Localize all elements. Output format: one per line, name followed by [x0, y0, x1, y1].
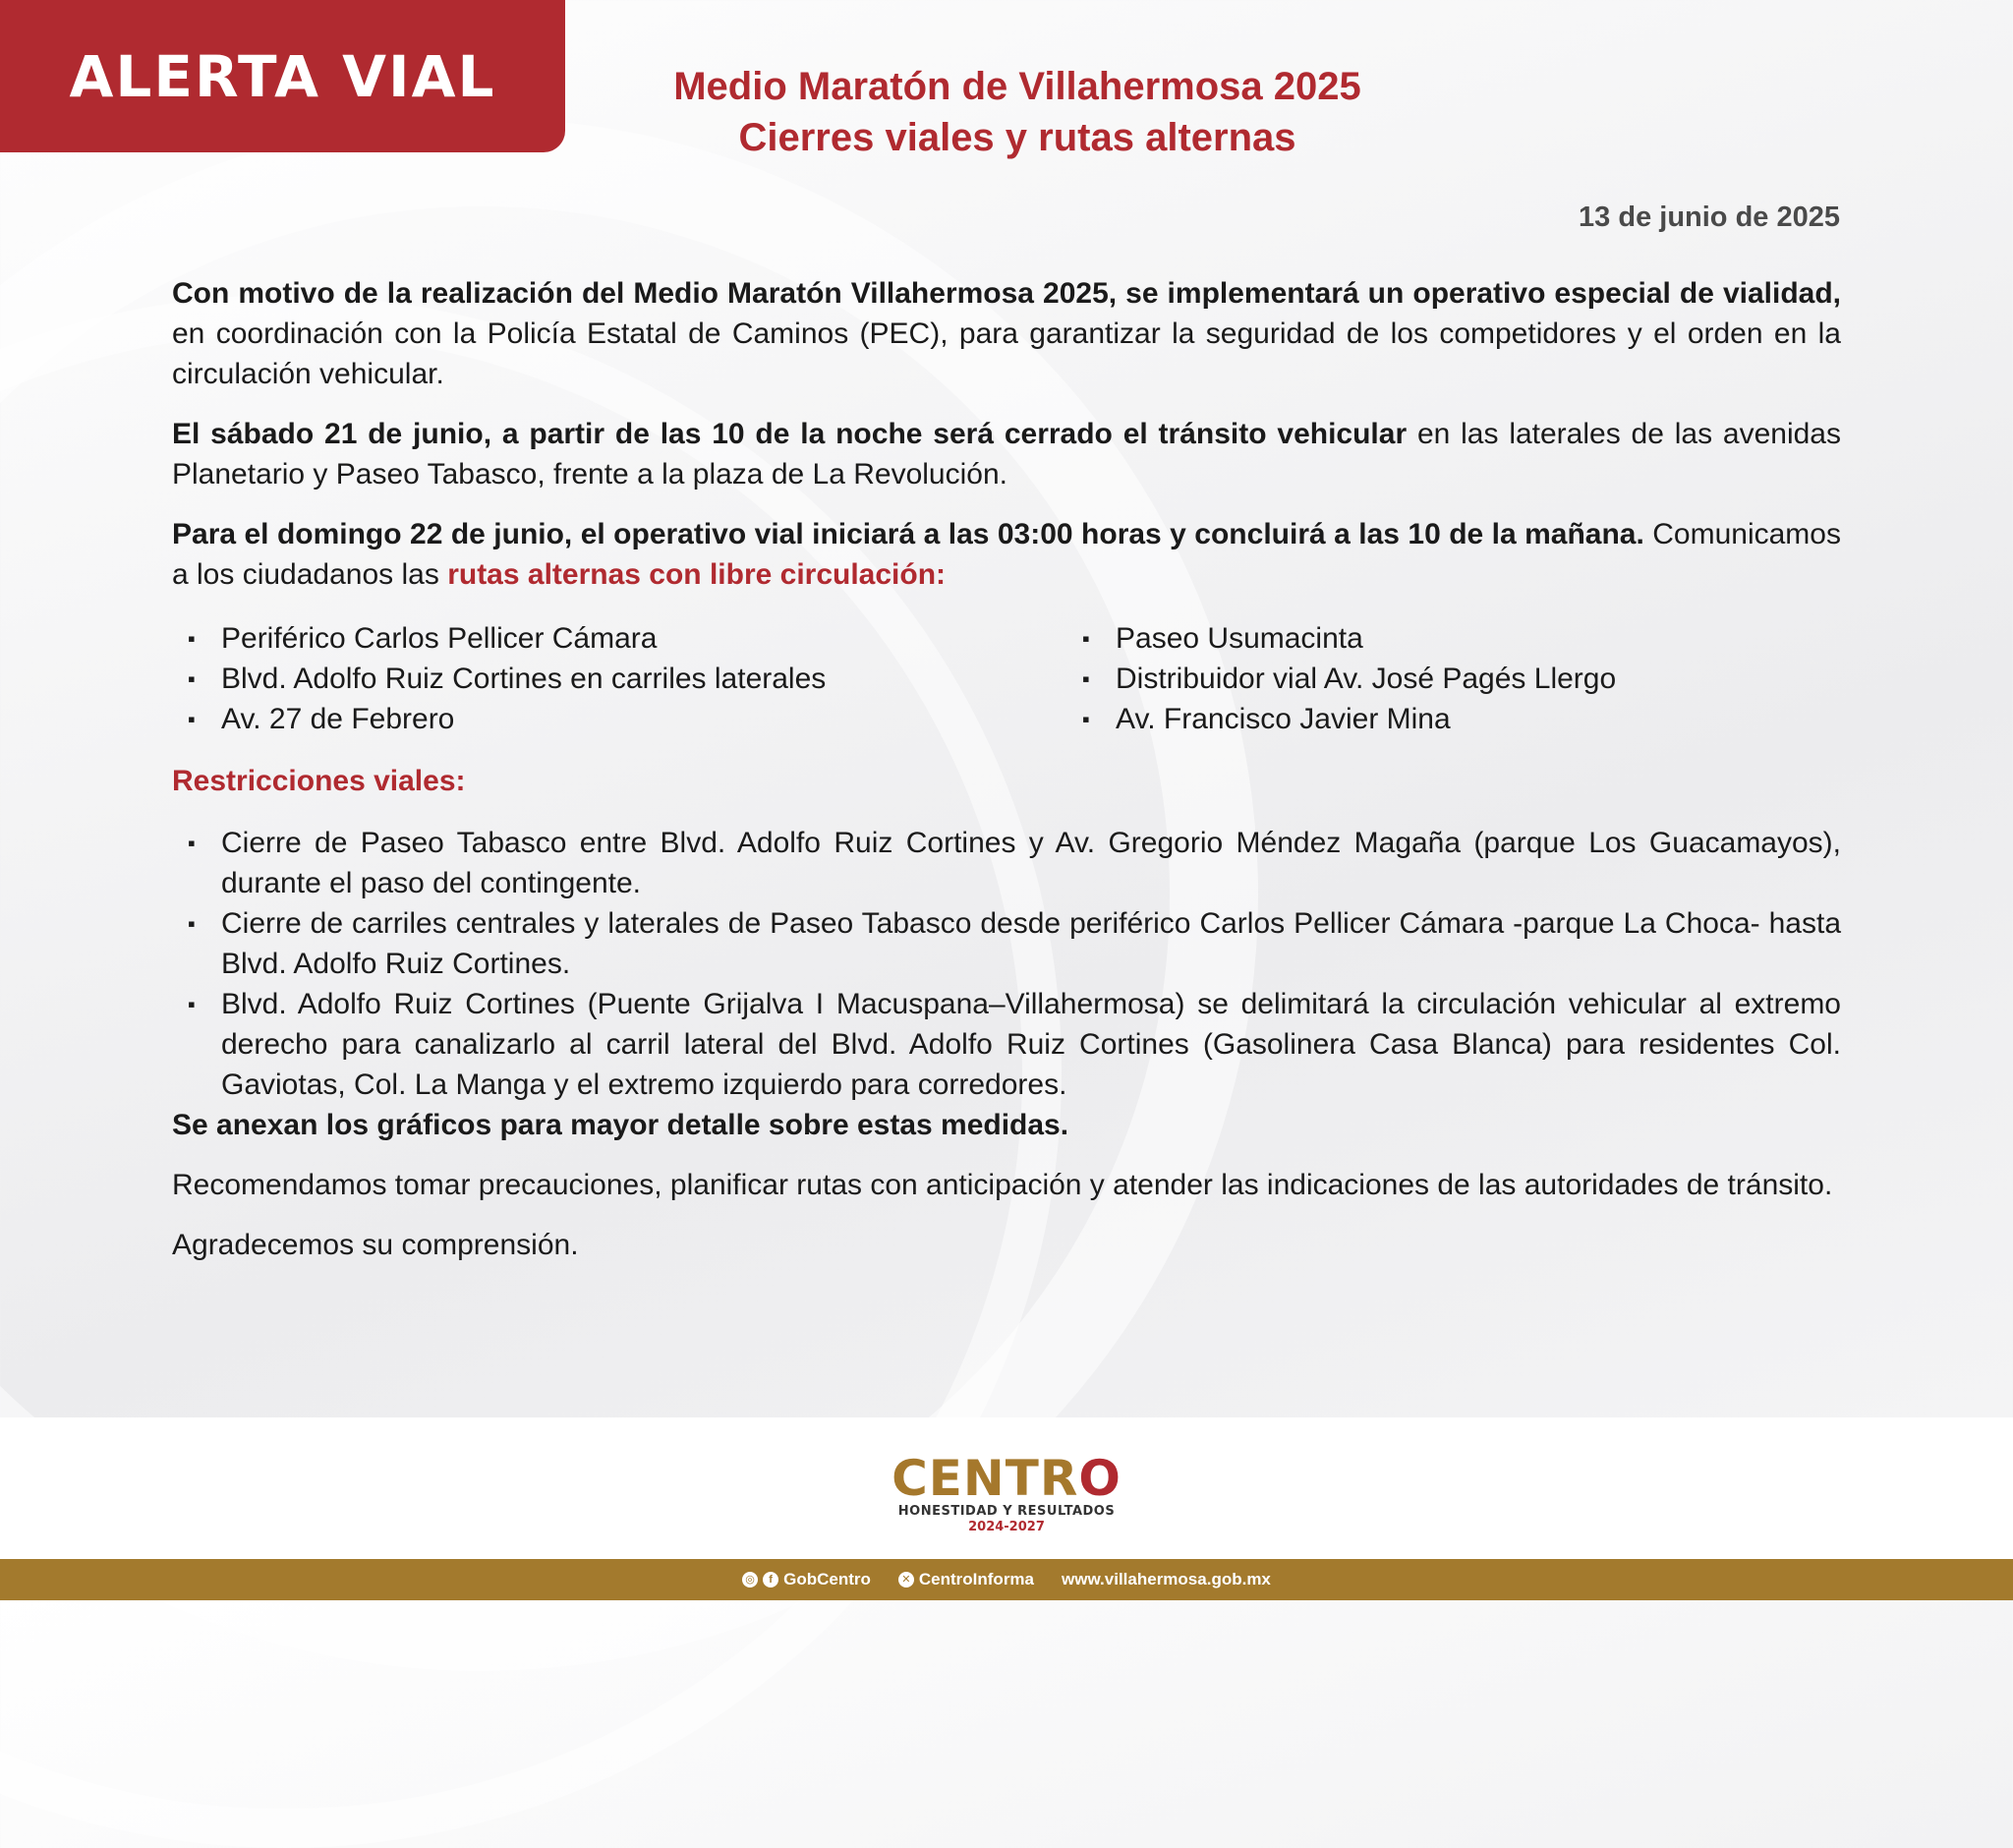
list-item: ▪ Blvd. Adolfo Ruiz Cortines en carriles laterales [172, 659, 1066, 699]
list-item: ▪ Av. 27 de Febrero [172, 699, 1066, 739]
routes-right-column [1066, 618, 1833, 739]
thanks-paragraph: Agradecemos su comprensión. [172, 1229, 579, 1261]
x-icon: ✕ [898, 1572, 914, 1588]
restrictions-heading: Restricciones viales: [172, 765, 466, 797]
list-item: ▪ Periférico Carlos Pellicer Cámara [172, 618, 1066, 659]
facebook-icon: f [763, 1572, 778, 1588]
alternate-routes-list [172, 618, 1841, 739]
logo-name-part1: CENTR [891, 1450, 1079, 1507]
intro-bold-text: Con motivo de la realización del Medio Maratón Villahermosa 2025, se implementará un operativo especial de vialidad, [172, 277, 1841, 310]
website-label: www.villahermosa.gob.mx [1062, 1570, 1271, 1588]
logo-years: 2024-2027 [968, 1520, 1045, 1534]
logo-tagline: HONESTIDAD Y RESULTADOS [897, 1504, 1116, 1519]
list-item: ▪ Paseo Usumacinta [1066, 618, 1833, 659]
list-item: ▪ Av. Francisco Javier Mina [1066, 699, 1833, 739]
restrictions-list [172, 823, 1841, 1105]
routes-left-column [172, 618, 1066, 739]
logo-wordmark [0, 1450, 2013, 1507]
social-centroinforma[interactable] [898, 1570, 1034, 1589]
recommendation-paragraph: Recomendamos tomar precauciones, planificar rutas con anticipación y atender las indicaciones de las autoridades de tránsito. [172, 1169, 1833, 1201]
instagram-icon: ◎ [742, 1572, 758, 1588]
list-item: ▪ Cierre de Paseo Tabasco entre Blvd. Adolfo Ruiz Cortines y Av. Gregorio Méndez Magaña (parque Los Guacamayos), durante el paso del contingente. [172, 823, 1841, 903]
sunday-text: Comunicamos a los ciudadanos las [172, 518, 1841, 591]
list-item: ▪ Distribuidor vial Av. José Pagés Llergo [1066, 659, 1833, 699]
page-title: Medio Maratón de Villahermosa 2025 [673, 65, 1361, 108]
intro-paragraph [172, 273, 1841, 394]
social-gobcentro[interactable] [742, 1570, 871, 1589]
intro-text: en coordinación con la Policía Estatal de Caminos (PEC), para garantizar la seguridad de los competidores y el orden en la circulación vehicular. [172, 318, 1841, 390]
list-item: ▪ Blvd. Adolfo Ruiz Cortines (Puente Grijalva I Macuspana–Villahermosa) se delimitará la circulación vehicular al extremo derecho para canalizarlo al carril lateral del Blvd. Adolfo Ruiz Cortines (Gasolinera Casa Blanca) para residentes Col. Gaviotas, Col. La Manga y el extremo izquierdo para corredores. [172, 984, 1841, 1105]
social-centroinforma-label: CentroInforma [918, 1570, 1035, 1588]
list-item: ▪ Cierre de carriles centrales y laterales de Paseo Tabasco desde periférico Carlos Pellicer Cámara -parque La Choca- hasta Blvd. Adolfo Ruiz Cortines. [172, 903, 1841, 984]
logo-name-part2: O [1078, 1450, 1122, 1507]
centro-logo [0, 1450, 2013, 1535]
alert-badge [0, 0, 565, 152]
publication-date: 13 de junio de 2025 [1579, 202, 1840, 233]
social-gobcentro-label: GobCentro [783, 1570, 871, 1588]
annex-text: Se anexan los gráficos para mayor detalle sobre estas medidas. [172, 1109, 1069, 1141]
footer-bar [0, 1559, 2013, 1600]
document-body [172, 273, 1841, 1285]
alert-badge-label: ALERTA VIAL [69, 42, 496, 110]
saturday-paragraph [172, 414, 1841, 494]
sunday-paragraph [172, 514, 1841, 595]
website-link[interactable] [1062, 1570, 1271, 1589]
sunday-bold-text: Para el domingo 22 de junio, el operativo vial iniciará a las 03:00 horas y concluirá a las 10 de la mañana. [172, 518, 1644, 550]
saturday-text: en las laterales de las avenidas Planetario y Paseo Tabasco, frente a la plaza de La Revolución. [172, 418, 1841, 491]
alternate-routes-highlight: rutas alternas con libre circulación: [447, 558, 947, 591]
annex-note [172, 1105, 1841, 1145]
saturday-bold-text: El sábado 21 de junio, a partir de las 10 de la noche será cerrado el tránsito vehicular [172, 418, 1408, 450]
page-subtitle: Cierres viales y rutas alternas [738, 116, 1296, 159]
